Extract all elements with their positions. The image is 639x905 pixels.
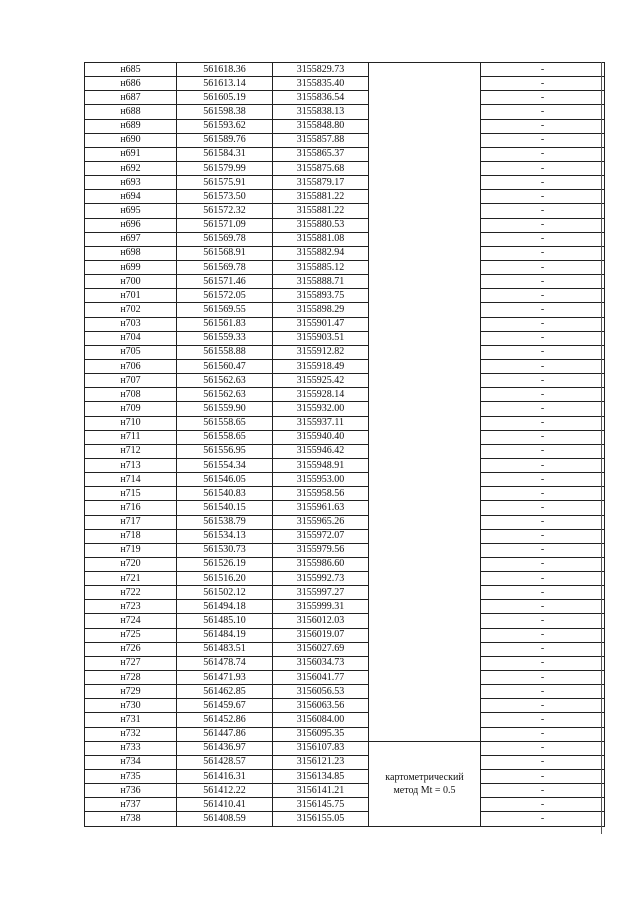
y-coordinate-cell: 3156012.03 [273, 614, 369, 628]
point-id-cell: н723 [85, 600, 177, 614]
y-coordinate-cell: 3156141.21 [273, 784, 369, 798]
point-id-cell: н737 [85, 798, 177, 812]
x-coordinate-cell: 561462.85 [177, 685, 273, 699]
table-row [85, 388, 605, 402]
point-id-cell: н694 [85, 190, 177, 204]
accuracy-cell: - [481, 529, 605, 543]
y-coordinate-cell: 3156034.73 [273, 656, 369, 670]
x-coordinate-cell: 561447.86 [177, 727, 273, 741]
x-coordinate-cell: 561540.83 [177, 487, 273, 501]
accuracy-cell: - [481, 190, 605, 204]
table-row [85, 317, 605, 331]
x-coordinate-cell: 561483.51 [177, 642, 273, 656]
accuracy-cell: - [481, 812, 605, 826]
x-coordinate-cell: 561410.41 [177, 798, 273, 812]
accuracy-cell: - [481, 388, 605, 402]
x-coordinate-cell: 561540.15 [177, 501, 273, 515]
accuracy-cell: - [481, 289, 605, 303]
y-coordinate-cell: 3155912.82 [273, 345, 369, 359]
y-coordinate-cell: 3156121.23 [273, 755, 369, 769]
point-id-cell: н711 [85, 430, 177, 444]
y-coordinate-cell: 3155835.40 [273, 77, 369, 91]
x-coordinate-cell: 561471.93 [177, 671, 273, 685]
accuracy-cell: - [481, 515, 605, 529]
accuracy-cell: - [481, 557, 605, 571]
point-id-cell: н734 [85, 755, 177, 769]
y-coordinate-cell: 3155958.56 [273, 487, 369, 501]
x-coordinate-cell: 561605.19 [177, 91, 273, 105]
accuracy-cell: - [481, 656, 605, 670]
x-coordinate-cell: 561502.12 [177, 586, 273, 600]
table-row [85, 685, 605, 699]
table-row [85, 543, 605, 557]
x-coordinate-cell: 561558.65 [177, 416, 273, 430]
table-row [85, 218, 605, 232]
x-coordinate-cell: 561554.34 [177, 458, 273, 472]
y-coordinate-cell: 3155918.49 [273, 359, 369, 373]
table-row [85, 586, 605, 600]
accuracy-cell: - [481, 741, 605, 755]
y-coordinate-cell: 3155857.88 [273, 133, 369, 147]
y-coordinate-cell: 3155932.00 [273, 402, 369, 416]
x-coordinate-cell: 561484.19 [177, 628, 273, 642]
accuracy-cell: - [481, 642, 605, 656]
x-coordinate-cell: 561618.36 [177, 63, 273, 77]
x-coordinate-cell: 561436.97 [177, 741, 273, 755]
table-row [85, 359, 605, 373]
point-id-cell: н693 [85, 176, 177, 190]
right-margin-line [601, 62, 602, 834]
table-row [85, 374, 605, 388]
y-coordinate-cell: 3155992.73 [273, 572, 369, 586]
table-row [85, 105, 605, 119]
point-id-cell: н736 [85, 784, 177, 798]
y-coordinate-cell: 3155972.07 [273, 529, 369, 543]
table-row [85, 303, 605, 317]
point-id-cell: н713 [85, 458, 177, 472]
point-id-cell: н732 [85, 727, 177, 741]
accuracy-cell: - [481, 91, 605, 105]
accuracy-cell: - [481, 345, 605, 359]
point-id-cell: н690 [85, 133, 177, 147]
point-id-cell: н699 [85, 260, 177, 274]
table-row [85, 671, 605, 685]
y-coordinate-cell: 3155880.53 [273, 218, 369, 232]
y-coordinate-cell: 3155925.42 [273, 374, 369, 388]
point-id-cell: н716 [85, 501, 177, 515]
point-id-cell: н698 [85, 246, 177, 260]
x-coordinate-cell: 561571.46 [177, 275, 273, 289]
accuracy-cell: - [481, 473, 605, 487]
y-coordinate-cell: 3155881.08 [273, 232, 369, 246]
y-coordinate-cell: 3155965.26 [273, 515, 369, 529]
x-coordinate-cell: 561569.55 [177, 303, 273, 317]
x-coordinate-cell: 561559.90 [177, 402, 273, 416]
accuracy-cell: - [481, 755, 605, 769]
table-row [85, 289, 605, 303]
point-id-cell: н691 [85, 147, 177, 161]
table-row [85, 572, 605, 586]
table-row [85, 232, 605, 246]
table-row [85, 557, 605, 571]
table-row [85, 119, 605, 133]
point-id-cell: н706 [85, 359, 177, 373]
y-coordinate-cell: 3155997.27 [273, 586, 369, 600]
accuracy-cell: - [481, 303, 605, 317]
x-coordinate-cell: 561561.83 [177, 317, 273, 331]
x-coordinate-cell: 561613.14 [177, 77, 273, 91]
accuracy-cell: - [481, 685, 605, 699]
y-coordinate-cell: 3155879.17 [273, 176, 369, 190]
y-coordinate-cell: 3155865.37 [273, 147, 369, 161]
y-coordinate-cell: 3155999.31 [273, 600, 369, 614]
table-row [85, 204, 605, 218]
x-coordinate-cell: 561534.13 [177, 529, 273, 543]
point-id-cell: н700 [85, 275, 177, 289]
accuracy-cell: - [481, 105, 605, 119]
table-row [85, 458, 605, 472]
table-row [85, 699, 605, 713]
point-id-cell: н703 [85, 317, 177, 331]
table-row [85, 345, 605, 359]
point-id-cell: н718 [85, 529, 177, 543]
table-row [85, 190, 605, 204]
table-row [85, 529, 605, 543]
method-name-text: картометрический [385, 771, 464, 783]
y-coordinate-cell: 3156063.56 [273, 699, 369, 713]
accuracy-cell: - [481, 147, 605, 161]
x-coordinate-cell: 561478.74 [177, 656, 273, 670]
x-coordinate-cell: 561538.79 [177, 515, 273, 529]
accuracy-cell: - [481, 699, 605, 713]
accuracy-cell: - [481, 543, 605, 557]
x-coordinate-cell: 561530.73 [177, 543, 273, 557]
accuracy-cell: - [481, 430, 605, 444]
accuracy-cell: - [481, 275, 605, 289]
table-row [85, 487, 605, 501]
x-coordinate-cell: 561589.76 [177, 133, 273, 147]
coordinates-table [84, 62, 605, 827]
x-coordinate-cell: 561428.57 [177, 755, 273, 769]
table-row [85, 430, 605, 444]
accuracy-cell: - [481, 402, 605, 416]
y-coordinate-cell: 3156134.85 [273, 770, 369, 784]
point-id-cell: н697 [85, 232, 177, 246]
table-row [85, 770, 605, 784]
x-coordinate-cell: 561558.65 [177, 430, 273, 444]
accuracy-cell: - [481, 600, 605, 614]
y-coordinate-cell: 3155848.80 [273, 119, 369, 133]
point-id-cell: н710 [85, 416, 177, 430]
x-coordinate-cell: 561556.95 [177, 444, 273, 458]
x-coordinate-cell: 561416.31 [177, 770, 273, 784]
point-id-cell: н702 [85, 303, 177, 317]
y-coordinate-cell: 3155836.54 [273, 91, 369, 105]
point-id-cell: н704 [85, 331, 177, 345]
point-id-cell: н738 [85, 812, 177, 826]
point-id-cell: н705 [85, 345, 177, 359]
accuracy-cell: - [481, 232, 605, 246]
x-coordinate-cell: 561562.63 [177, 388, 273, 402]
y-coordinate-cell: 3155881.22 [273, 204, 369, 218]
point-id-cell: н729 [85, 685, 177, 699]
table-row [85, 713, 605, 727]
y-coordinate-cell: 3155901.47 [273, 317, 369, 331]
y-coordinate-cell: 3155953.00 [273, 473, 369, 487]
accuracy-cell: - [481, 798, 605, 812]
accuracy-cell: - [481, 784, 605, 798]
point-id-cell: н727 [85, 656, 177, 670]
y-coordinate-cell: 3155903.51 [273, 331, 369, 345]
coordinates-table-body [85, 63, 605, 827]
point-id-cell: н731 [85, 713, 177, 727]
accuracy-cell: - [481, 628, 605, 642]
accuracy-cell: - [481, 614, 605, 628]
y-coordinate-cell: 3155882.94 [273, 246, 369, 260]
x-coordinate-cell: 561573.50 [177, 190, 273, 204]
y-coordinate-cell: 3155961.63 [273, 501, 369, 515]
method-accuracy-text: метод Mt = 0.5 [393, 784, 456, 796]
table-row [85, 176, 605, 190]
accuracy-cell: - [481, 133, 605, 147]
point-id-cell: н720 [85, 557, 177, 571]
y-coordinate-cell: 3156027.69 [273, 642, 369, 656]
accuracy-cell: - [481, 359, 605, 373]
table-row [85, 741, 605, 755]
x-coordinate-cell: 561593.62 [177, 119, 273, 133]
accuracy-cell: - [481, 586, 605, 600]
table-row [85, 473, 605, 487]
x-coordinate-cell: 561598.38 [177, 105, 273, 119]
point-id-cell: н730 [85, 699, 177, 713]
x-coordinate-cell: 561408.59 [177, 812, 273, 826]
y-coordinate-cell: 3155829.73 [273, 63, 369, 77]
point-id-cell: н709 [85, 402, 177, 416]
point-id-cell: н712 [85, 444, 177, 458]
accuracy-cell: - [481, 161, 605, 175]
accuracy-cell: - [481, 77, 605, 91]
x-coordinate-cell: 561459.67 [177, 699, 273, 713]
point-id-cell: н685 [85, 63, 177, 77]
point-id-cell: н722 [85, 586, 177, 600]
point-id-cell: н695 [85, 204, 177, 218]
x-coordinate-cell: 561572.05 [177, 289, 273, 303]
point-id-cell: н728 [85, 671, 177, 685]
table-row [85, 444, 605, 458]
table-row [85, 642, 605, 656]
accuracy-cell: - [481, 374, 605, 388]
y-coordinate-cell: 3156084.00 [273, 713, 369, 727]
point-id-cell: н724 [85, 614, 177, 628]
accuracy-cell: - [481, 317, 605, 331]
point-id-cell: н687 [85, 91, 177, 105]
y-coordinate-cell: 3156056.53 [273, 685, 369, 699]
accuracy-cell: - [481, 713, 605, 727]
y-coordinate-cell: 3155885.12 [273, 260, 369, 274]
x-coordinate-cell: 561562.63 [177, 374, 273, 388]
accuracy-cell: - [481, 727, 605, 741]
method-cell [369, 741, 481, 826]
x-coordinate-cell: 561485.10 [177, 614, 273, 628]
point-id-cell: н735 [85, 770, 177, 784]
y-coordinate-cell: 3155888.71 [273, 275, 369, 289]
x-coordinate-cell: 561558.88 [177, 345, 273, 359]
table-row [85, 798, 605, 812]
table-row [85, 260, 605, 274]
table-row [85, 133, 605, 147]
y-coordinate-cell: 3155875.68 [273, 161, 369, 175]
y-coordinate-cell: 3156019.07 [273, 628, 369, 642]
accuracy-cell: - [481, 176, 605, 190]
table-row [85, 614, 605, 628]
table-row [85, 656, 605, 670]
y-coordinate-cell: 3155893.75 [273, 289, 369, 303]
table-row [85, 147, 605, 161]
point-id-cell: н707 [85, 374, 177, 388]
point-id-cell: н715 [85, 487, 177, 501]
accuracy-cell: - [481, 63, 605, 77]
point-id-cell: н721 [85, 572, 177, 586]
y-coordinate-cell: 3155838.13 [273, 105, 369, 119]
x-coordinate-cell: 561584.31 [177, 147, 273, 161]
y-coordinate-cell: 3155940.40 [273, 430, 369, 444]
accuracy-cell: - [481, 458, 605, 472]
y-coordinate-cell: 3155979.56 [273, 543, 369, 557]
point-id-cell: н717 [85, 515, 177, 529]
x-coordinate-cell: 561560.47 [177, 359, 273, 373]
accuracy-cell: - [481, 246, 605, 260]
y-coordinate-cell: 3156145.75 [273, 798, 369, 812]
x-coordinate-cell: 561546.05 [177, 473, 273, 487]
table-row [85, 77, 605, 91]
x-coordinate-cell: 561516.20 [177, 572, 273, 586]
point-id-cell: н726 [85, 642, 177, 656]
accuracy-cell: - [481, 260, 605, 274]
accuracy-cell: - [481, 770, 605, 784]
x-coordinate-cell: 561569.78 [177, 260, 273, 274]
x-coordinate-cell: 561572.32 [177, 204, 273, 218]
table-row [85, 628, 605, 642]
y-coordinate-cell: 3156107.83 [273, 741, 369, 755]
x-coordinate-cell: 561571.09 [177, 218, 273, 232]
accuracy-cell: - [481, 487, 605, 501]
y-coordinate-cell: 3155898.29 [273, 303, 369, 317]
point-id-cell: н696 [85, 218, 177, 232]
accuracy-cell: - [481, 218, 605, 232]
table-row [85, 727, 605, 741]
table-row [85, 755, 605, 769]
y-coordinate-cell: 3155937.11 [273, 416, 369, 430]
table-row [85, 331, 605, 345]
table-row [85, 161, 605, 175]
point-id-cell: н689 [85, 119, 177, 133]
x-coordinate-cell: 561526.19 [177, 557, 273, 571]
method-cell-top [369, 63, 481, 742]
y-coordinate-cell: 3155881.22 [273, 190, 369, 204]
table-row [85, 600, 605, 614]
y-coordinate-cell: 3155946.42 [273, 444, 369, 458]
table-row [85, 63, 605, 77]
point-id-cell: н714 [85, 473, 177, 487]
table-row [85, 501, 605, 515]
x-coordinate-cell: 561559.33 [177, 331, 273, 345]
table-row [85, 246, 605, 260]
point-id-cell: н719 [85, 543, 177, 557]
x-coordinate-cell: 561569.78 [177, 232, 273, 246]
table-row [85, 784, 605, 798]
accuracy-cell: - [481, 204, 605, 218]
table-row [85, 275, 605, 289]
x-coordinate-cell: 561452.86 [177, 713, 273, 727]
x-coordinate-cell: 561575.91 [177, 176, 273, 190]
y-coordinate-cell: 3155948.91 [273, 458, 369, 472]
point-id-cell: н701 [85, 289, 177, 303]
accuracy-cell: - [481, 119, 605, 133]
table-row [85, 515, 605, 529]
y-coordinate-cell: 3155928.14 [273, 388, 369, 402]
accuracy-cell: - [481, 501, 605, 515]
point-id-cell: н708 [85, 388, 177, 402]
y-coordinate-cell: 3156095.35 [273, 727, 369, 741]
point-id-cell: н688 [85, 105, 177, 119]
table-row [85, 416, 605, 430]
table-row [85, 812, 605, 826]
table-row [85, 402, 605, 416]
accuracy-cell: - [481, 416, 605, 430]
point-id-cell: н733 [85, 741, 177, 755]
accuracy-cell: - [481, 444, 605, 458]
y-coordinate-cell: 3156155.05 [273, 812, 369, 826]
accuracy-cell: - [481, 331, 605, 345]
x-coordinate-cell: 561412.22 [177, 784, 273, 798]
x-coordinate-cell: 561494.18 [177, 600, 273, 614]
y-coordinate-cell: 3156041.77 [273, 671, 369, 685]
accuracy-cell: - [481, 671, 605, 685]
point-id-cell: н686 [85, 77, 177, 91]
table-row [85, 91, 605, 105]
point-id-cell: н725 [85, 628, 177, 642]
y-coordinate-cell: 3155986.60 [273, 557, 369, 571]
x-coordinate-cell: 561568.91 [177, 246, 273, 260]
point-id-cell: н692 [85, 161, 177, 175]
accuracy-cell: - [481, 572, 605, 586]
x-coordinate-cell: 561579.99 [177, 161, 273, 175]
